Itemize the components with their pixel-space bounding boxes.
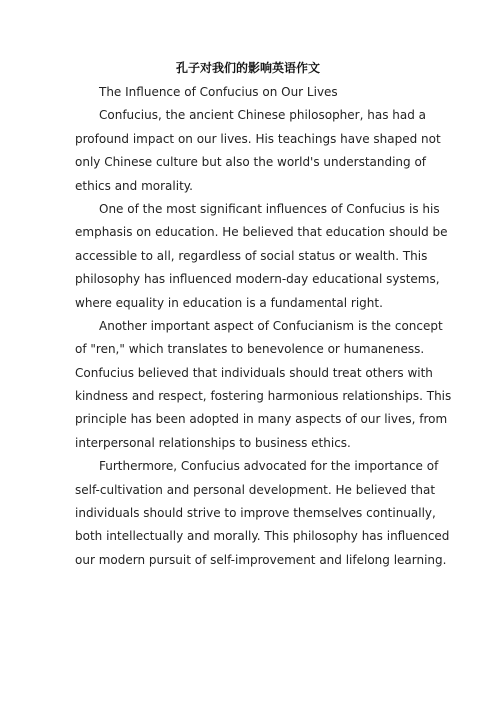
paragraph-2-line-1: One of the most significant influences of Confucius is his — [99, 201, 440, 216]
document-title: 孔子对我们的影响英语作文 — [175, 61, 320, 75]
paragraph-1-line-3: only Chinese culture but also the world's understanding of — [75, 155, 427, 170]
paragraph-1-line-4: ethics and morality. — [75, 178, 193, 193]
paragraph-4-line-4: both intellectually and morally. This philosophy has influenced — [75, 529, 450, 544]
paragraph-3-line-3: Confucius believed that individuals should treat others with — [75, 365, 433, 380]
paragraph-4-line-2: self-cultivation and personal development. He believed that — [75, 482, 436, 497]
paragraph-3-line-5: principle has been adopted in many aspects of our lives, from — [75, 412, 448, 427]
paragraph-3-line-2: of "ren," which translates to benevolence or humaneness. — [75, 342, 425, 357]
paragraph-4-line-1: Furthermore, Confucius advocated for the importance of — [99, 459, 439, 474]
paragraph-2-line-3: accessible to all, regardless of social status or wealth. This — [75, 248, 428, 263]
paragraph-3-line-1: Another important aspect of Confucianism is the concept — [99, 318, 443, 333]
paragraph-2-line-2: emphasis on education. He believed that education should be — [75, 225, 448, 240]
paragraph-1-line-1: Confucius, the ancient Chinese philosopher, has had a — [99, 108, 426, 123]
document-heading: The Influence of Confucius on Our Lives — [99, 85, 338, 99]
paragraph-3-line-4: kindness and respect, fostering harmonious relationships. This — [75, 389, 452, 404]
paragraph-4-line-3: individuals should strive to improve themselves continually, — [75, 506, 436, 521]
paragraph-3-line-6: interpersonal relationships to business ethics. — [75, 435, 351, 450]
document-body — [75, 81, 452, 572]
paragraph-1-line-2: profound impact on our lives. His teachings have shaped not — [75, 131, 441, 146]
paragraph-4-line-5: our modern pursuit of self-improvement and lifelong learning. — [75, 552, 447, 567]
paragraph-2-line-4: philosophy has influenced modern-day educational systems, — [75, 272, 440, 287]
paragraph-2-line-5: where equality in education is a fundamental right. — [75, 295, 383, 310]
